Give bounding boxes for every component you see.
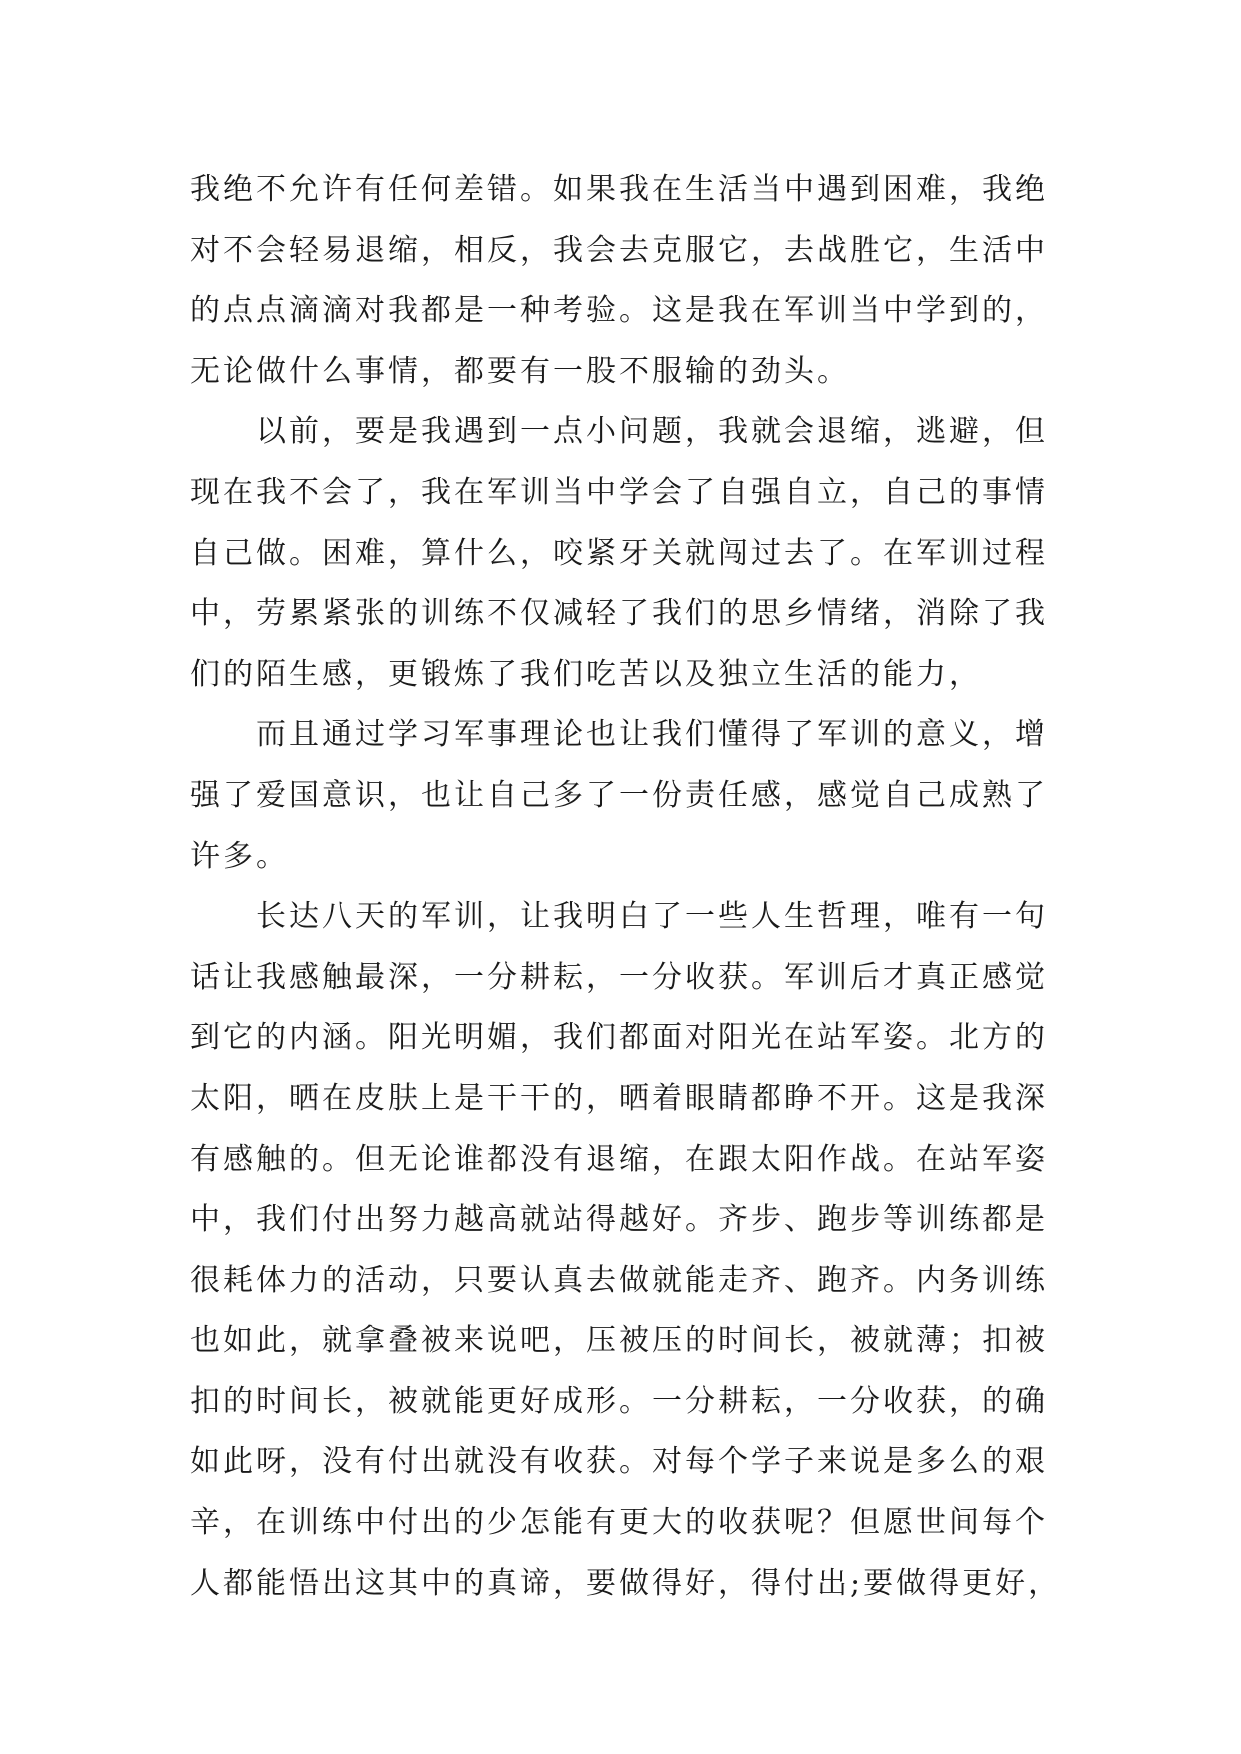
text-line: 中，我们付出努力越高就站得越好。齐步、跑步等训练都是 bbox=[190, 1202, 1048, 1238]
text-line: 太阳，晒在皮肤上是干干的，晒着眼睛都睁不开。这是我深 bbox=[190, 1080, 1048, 1116]
text-line: 很耗体力的活动，只要认真去做就能走齐、跑齐。内务训练 bbox=[190, 1262, 1048, 1298]
paragraph-first-line: 以前，要是我遇到一点小问题，我就会退缩，逃避，但 bbox=[256, 414, 1048, 450]
text-line: 也如此，就拿叠被来说吧，压被压的时间长，被就薄；扣被 bbox=[190, 1323, 1048, 1359]
text-line: 中，劳累紧张的训练不仅减轻了我们的思乡情绪，消除了我 bbox=[190, 596, 1048, 632]
paragraph-first-line: 而且通过学习军事理论也让我们懂得了军训的意义，增 bbox=[256, 717, 1048, 753]
text-line: 有感触的。但无论谁都没有退缩，在跟太阳作战。在站军姿 bbox=[190, 1141, 1048, 1177]
text-line: 辛，在训练中付出的少怎能有更大的收获呢？但愿世间每个 bbox=[190, 1505, 1048, 1541]
text-line: 许多。 bbox=[190, 838, 289, 874]
text-line: 话让我感触最深，一分耕耘，一分收获。军训后才真正感觉 bbox=[190, 959, 1048, 995]
body-text bbox=[190, 160, 1070, 1614]
text-line: 自己做。困难，算什么，咬紧牙关就闯过去了。在军训过程 bbox=[190, 535, 1048, 571]
text-line: 如此呀，没有付出就没有收获。对每个学子来说是多么的艰 bbox=[190, 1444, 1048, 1480]
text-line: 对不会轻易退缩，相反，我会去克服它，去战胜它，生活中 bbox=[190, 232, 1048, 268]
text-line: 的点点滴滴对我都是一种考验。这是我在军训当中学到的， bbox=[190, 293, 1048, 329]
text-line: 现在我不会了，我在军训当中学会了自强自立，自己的事情 bbox=[190, 474, 1048, 510]
text-line: 们的陌生感，更锻炼了我们吃苦以及独立生活的能力， bbox=[190, 656, 982, 692]
text-line: 到它的内涵。阳光明媚，我们都面对阳光在站军姿。北方的 bbox=[190, 1020, 1048, 1056]
text-line: 人都能悟出这其中的真谛，要做得好，得付出;要做得更好， bbox=[190, 1565, 1062, 1601]
text-line: 我绝不允许有任何差错。如果我在生活当中遇到困难，我绝 bbox=[190, 172, 1048, 207]
paragraph-first-line: 长达八天的军训，让我明白了一些人生哲理，唯有一句 bbox=[256, 899, 1048, 935]
text-line: 无论做什么事情，都要有一股不服输的劲头。 bbox=[190, 353, 850, 389]
text-line: 扣的时间长，被就能更好成形。一分耕耘，一分收获，的确 bbox=[190, 1383, 1048, 1419]
text-line: 强了爱国意识，也让自己多了一份责任感，感觉自己成熟了 bbox=[190, 777, 1048, 813]
